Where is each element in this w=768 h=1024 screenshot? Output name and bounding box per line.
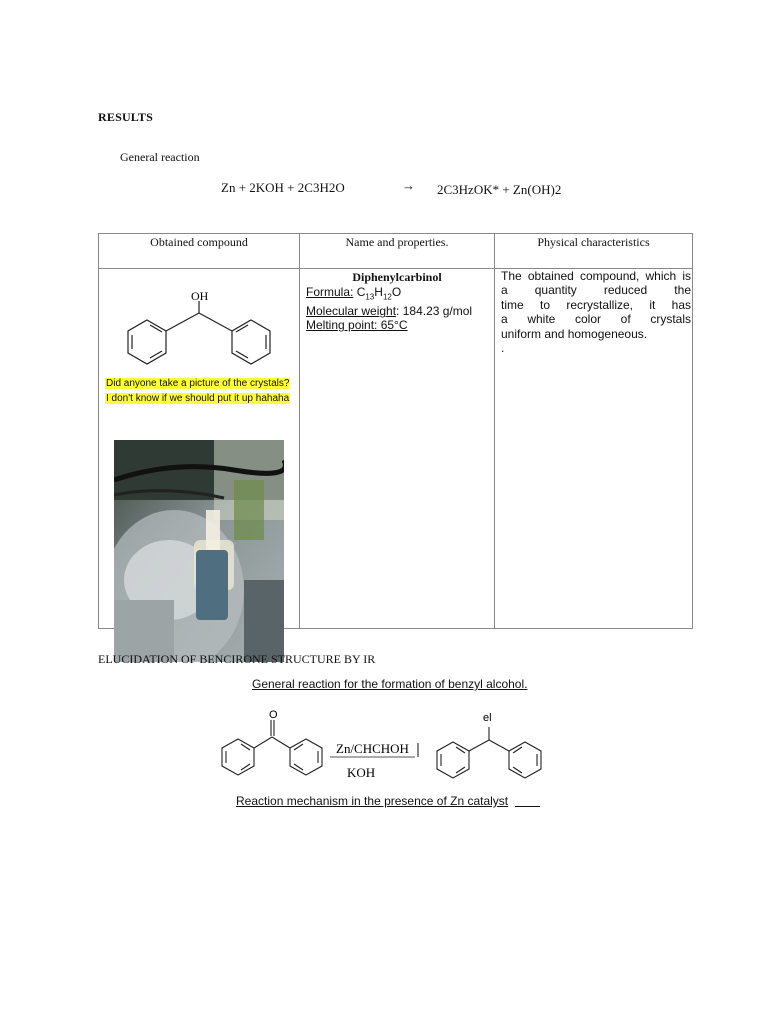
- crystals-photo: [114, 440, 284, 662]
- comment-line-1: Did anyone take a picture of the crystals?: [106, 378, 290, 389]
- results-heading: RESULTS: [98, 110, 153, 124]
- formula-c: C: [356, 285, 366, 299]
- reagent-top: Zn/CHCHOH: [336, 741, 409, 756]
- molecular-weight-value: : 184.23 g/mol: [396, 304, 473, 319]
- melting-point: Melting point: 65°C: [306, 318, 408, 333]
- cell-physical-characteristics: [495, 269, 693, 629]
- molecular-weight-label: Molecular weight: [306, 304, 397, 319]
- physical-line: .: [501, 341, 505, 356]
- equation-products: 2C3HzOK* + Zn(OH)2: [437, 182, 562, 197]
- results-table: [98, 233, 693, 629]
- caption-underline-extension: [515, 806, 540, 807]
- physical-line: uniform and homogeneous.: [501, 326, 648, 341]
- elucidation-heading: ELUCIDATION OF BENCIRONE STRUCTURE BY IR: [98, 652, 376, 666]
- ketone-oxygen-label: O: [269, 709, 278, 721]
- physical-line: a white color of crystals: [501, 312, 691, 327]
- cell-obtained-compound: [99, 269, 300, 629]
- equation-arrow: →: [402, 178, 415, 193]
- cell-name-properties: [300, 269, 495, 629]
- formula-label: Formula:: [306, 285, 354, 299]
- reagent-bottom: KOH: [347, 765, 376, 780]
- header-physical-characteristics: Physical characteristics: [495, 234, 693, 269]
- header-obtained-compound: Obtained compound: [99, 234, 300, 269]
- table-header-row: [99, 234, 693, 269]
- lab-photo-image: [114, 440, 284, 662]
- physical-line: a quantity reduced the: [501, 283, 691, 298]
- formula-o: O: [391, 285, 402, 299]
- physical-text: [495, 269, 692, 355]
- molecular-weight-line: [300, 304, 494, 318]
- physical-line: time to recrystallize, it has: [501, 297, 691, 312]
- formula-h-subscript: 12: [382, 292, 392, 302]
- formula-line: [300, 285, 494, 304]
- physical-line: The obtained compound, which is: [501, 269, 691, 283]
- formula-h: H: [374, 285, 383, 299]
- general-reaction-label: General reaction: [120, 150, 200, 164]
- formula-c-subscript: 13: [365, 292, 375, 302]
- comment-line-2: I don't know if we should put it up hahaha: [106, 393, 290, 404]
- equation-reactants: Zn + 2KOH + 2C3H2O: [221, 180, 345, 195]
- header-name-properties: Name and properties.: [300, 234, 495, 269]
- product-oh-label: el: [483, 712, 492, 724]
- reaction-scheme: [210, 705, 555, 790]
- hydroxyl-label: OH: [191, 289, 209, 303]
- table-row: [99, 269, 693, 629]
- compound-name: Diphenylcarbinol: [352, 270, 442, 284]
- general-formation-caption: General reaction for the formation of benzyl alcohol.: [252, 677, 528, 691]
- mechanism-caption: Reaction mechanism in the presence of Zn catalyst: [236, 794, 509, 808]
